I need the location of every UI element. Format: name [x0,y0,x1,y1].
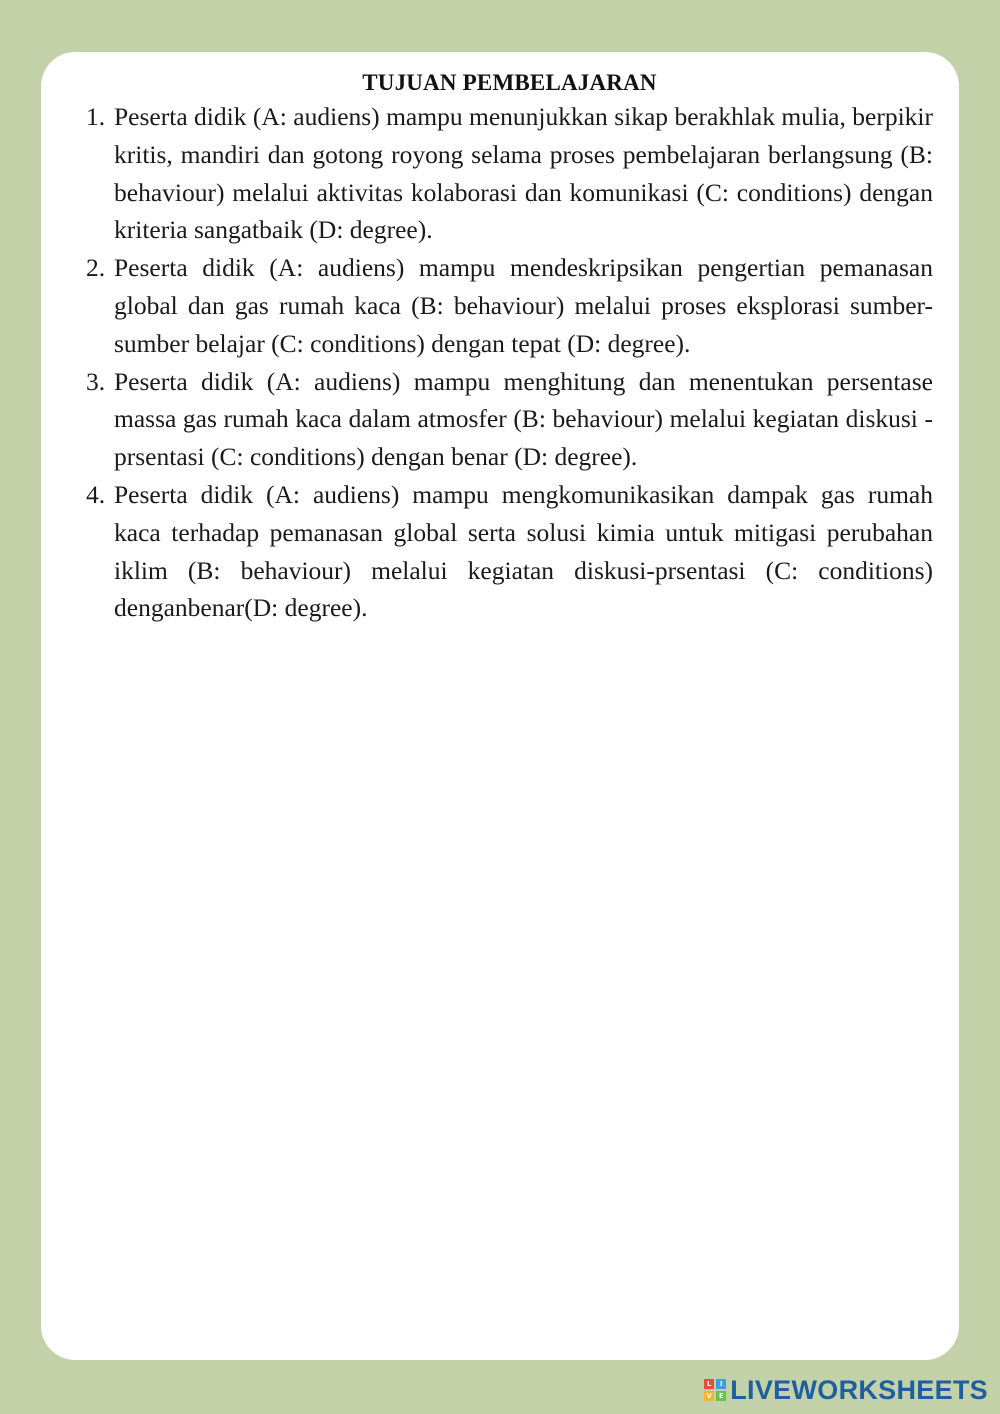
objective-number: 2. [86,253,106,283]
objective-number: 4. [86,479,106,509]
objective-item-1 [86,98,933,249]
objective-item-2 [86,249,933,362]
liveworksheets-logo[interactable] [704,1374,988,1406]
objective-text: Peserta didik (A: audiens) mampu menunjukkan sikap berakhlak mulia, berpikir kritis, mandiri dan gotong royong selama proses pembelajaran berlangsung (B: behaviour) melalui aktivitas kolaborasi dan komunikasi (C: conditions) dengan kriteria sangatbaik (D: degree). [114,102,933,245]
logo-block-v: V [704,1391,714,1401]
objective-item-3 [86,363,933,476]
logo-block-l: L [704,1379,714,1389]
logo-block-i: I [716,1379,726,1389]
objective-number: 3. [86,366,106,396]
objective-number: 1. [86,102,106,131]
objectives-list [86,98,933,627]
objective-text: Peserta didik (A: audiens) mampu mengkomunikasikan dampak gas rumah kaca terhadap pemanasan global serta solusi kimia untuk mitigasi perubahan iklim (B: behaviour) melalui kegiatan diskusi-prsentasi (C: conditions) denganbenar(D: degree). [114,479,933,623]
objective-text: Peserta didik (A: audiens) mampu mendeskripsikan pengertian pemanasan global dan gas rumah kaca (B: behaviour) melalui proses eksplorasi sumber-sumber belajar (C: conditions) dengan tepat (D: degree). [114,253,933,358]
logo-blocks-icon [704,1379,726,1401]
objective-text: Peserta didik (A: audiens) mampu menghitung dan menentukan persentase massa gas rumah kaca dalam atmosfer (B: behaviour) melalui kegiatan diskusi - prsentasi (C: conditions) dengan benar (D: degree). [114,366,933,472]
page-title: TUJUAN PEMBELAJARAN [362,70,657,95]
worksheet-card [41,52,959,1360]
logo-block-e: E [716,1391,726,1401]
logo-text: LIVEWORKSHEETS [730,1374,988,1405]
objective-item-4 [86,476,933,627]
